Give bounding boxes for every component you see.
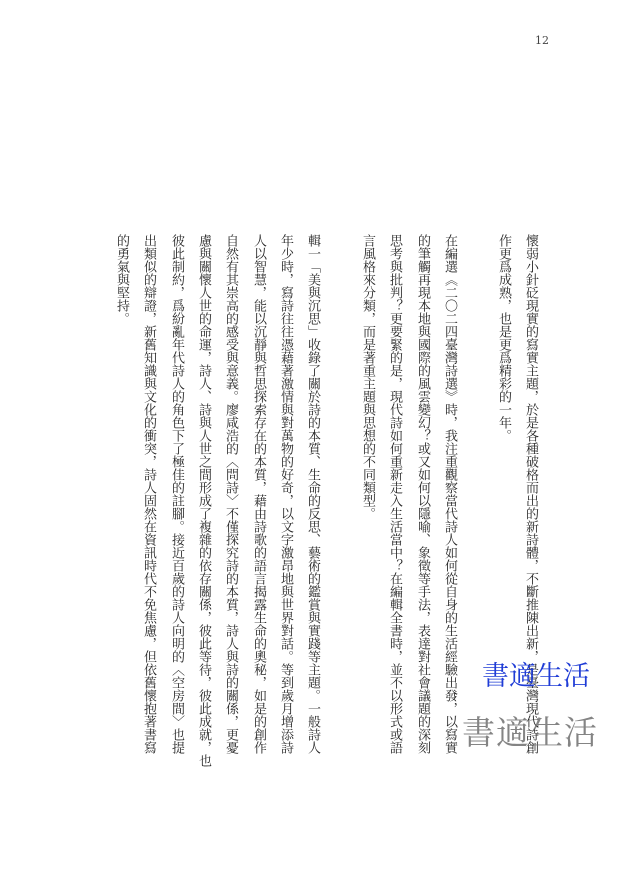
- text-column: 人以智慧，能以沉靜與哲思探索存在的本質，藉由詩歌的語言揭露生命的奧秘，如是的創作: [251, 234, 266, 754]
- text-column: 的筆觸再現本地與國際的風雲變幻？或又如何以隱喻、象徵等手法，表達對社會議題的深刻: [415, 234, 430, 754]
- text-column: 年少時，寫詩往往憑藉著激情與對萬物的好奇，以文字激昂地與世界對話。等到歲月增添詩: [278, 234, 293, 754]
- text-column: 思考與批判？更要緊的是，現代詩如何重新走入生活當中？在編輯全書時，並不以形式或語: [387, 234, 402, 754]
- text-column: 出類似的辯證，新舊知識與文化的衝突，詩人固然在資訊時代不免焦慮，但依舊懷抱著書寫: [141, 234, 156, 754]
- text-column: 自然有其崇高的感受與意義。廖咸浩的〈問詩〉不僅探究詩的本質，詩人與詩的關係，更憂: [223, 234, 238, 754]
- text-column: 作更爲成熟，也是更爲精彩的一年。: [496, 234, 511, 442]
- watermark-primary: 書適生活: [482, 661, 590, 692]
- text-column: 言風格來分類，而是著重主題與思想的不同類型。: [360, 234, 375, 520]
- page-number: 12: [535, 34, 549, 47]
- text-column: 懷弱小針砭現實的寫實主題，於是各種破格而出的新詩體，不斷推陳出新，是臺灣現代詩創: [523, 234, 538, 754]
- text-column: 在編選《二〇二四臺灣詩選》時，我注重觀察當代詩人如何從自身的生活經驗出發，以寫實: [442, 234, 457, 754]
- text-column: 彼此制約，爲紛亂年代詩人的角色下了極佳的註腳。接近百歲的詩人向明的〈空房間〉也提: [169, 234, 184, 754]
- watermark-secondary: 書適生活: [462, 713, 598, 752]
- text-column: 輯一「美與沉思」收錄了關於詩的本質、生命的反思、藝術的鑑賞與實踐等主題。一般詩人: [305, 234, 320, 754]
- text-column: 的勇氣與堅持。: [114, 234, 129, 325]
- text-column: 慮與關懷人世的命運，詩人、詩與人世之間形成了複雜的依存關係，彼此等待，彼此成就，也: [196, 234, 211, 767]
